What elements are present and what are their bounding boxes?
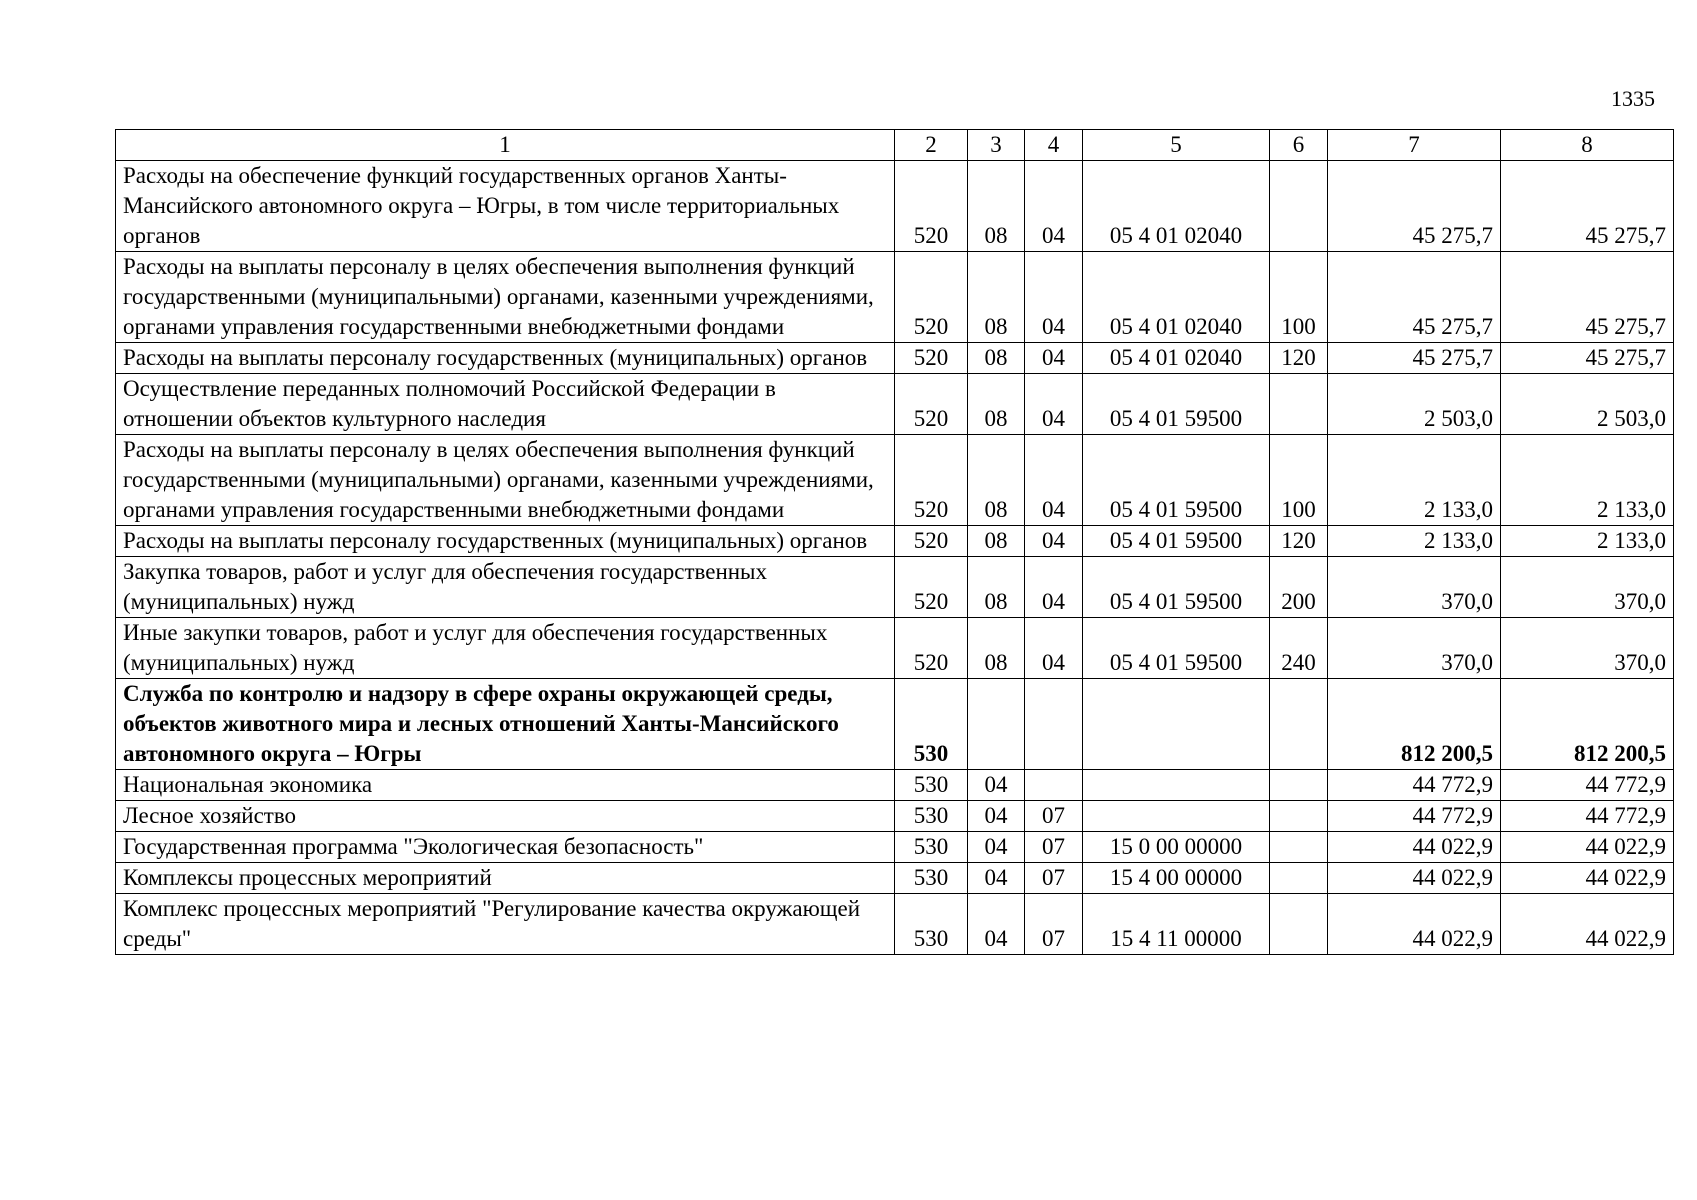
section-code: 08 [968,161,1025,252]
target-article-code: 05 4 01 02040 [1083,161,1270,252]
amount-year-2: 370,0 [1501,618,1674,679]
expense-type-code [1270,863,1328,894]
table-row [116,863,1674,894]
amount-year-2: 44 022,9 [1501,832,1674,863]
expense-type-code [1270,770,1328,801]
subsection-code: 04 [1025,526,1083,557]
amount-year-1: 2 133,0 [1328,526,1501,557]
expense-type-code: 100 [1270,252,1328,343]
table-row [116,679,1674,770]
chapter-code: 530 [895,770,968,801]
amount-year-1: 2 503,0 [1328,374,1501,435]
header-row [116,130,1674,161]
table-row [116,770,1674,801]
chapter-code: 520 [895,161,968,252]
expense-type-code [1270,894,1328,955]
target-article-code: 05 4 01 59500 [1083,435,1270,526]
table-row [116,161,1674,252]
row-name: Осуществление переданных полномочий Российской Федерации в отношении объектов культурного наследия [116,374,895,435]
row-name: Расходы на выплаты персоналу в целях обеспечения выполнения функций государственными (муниципальными) органами, казенными учреждениями, органами управления государственными внебюджетными фондами [116,435,895,526]
chapter-code: 520 [895,252,968,343]
target-article-code: 15 4 00 00000 [1083,863,1270,894]
section-code: 04 [968,832,1025,863]
target-article-code: 05 4 01 02040 [1083,252,1270,343]
target-article-code: 15 0 00 00000 [1083,832,1270,863]
row-name: Служба по контролю и надзору в сфере охраны окружающей среды, объектов животного мира и лесных отношений Ханты-Мансийского автономного округа – Югры [116,679,895,770]
section-code: 08 [968,526,1025,557]
target-article-code: 05 4 01 59500 [1083,618,1270,679]
amount-year-1: 44 772,9 [1328,770,1501,801]
subsection-code [1025,679,1083,770]
expense-type-code: 120 [1270,526,1328,557]
column-header: 7 [1328,130,1501,161]
page-number: 1335 [1611,86,1655,111]
target-article-code [1083,770,1270,801]
amount-year-2: 45 275,7 [1501,343,1674,374]
column-header: 3 [968,130,1025,161]
section-code: 08 [968,252,1025,343]
chapter-code: 520 [895,435,968,526]
column-header: 8 [1501,130,1674,161]
section-code [968,679,1025,770]
subsection-code: 04 [1025,618,1083,679]
subsection-code: 04 [1025,161,1083,252]
subsection-code: 04 [1025,374,1083,435]
table-row [116,343,1674,374]
amount-year-1: 370,0 [1328,618,1501,679]
column-header: 5 [1083,130,1270,161]
table-row [116,832,1674,863]
table-row [116,801,1674,832]
amount-year-2: 2 133,0 [1501,526,1674,557]
column-header: 2 [895,130,968,161]
amount-year-1: 45 275,7 [1328,252,1501,343]
chapter-code: 530 [895,894,968,955]
table-row [116,618,1674,679]
target-article-code: 05 4 01 59500 [1083,526,1270,557]
table-row [116,374,1674,435]
section-code: 04 [968,894,1025,955]
amount-year-2: 2 133,0 [1501,435,1674,526]
chapter-code: 520 [895,374,968,435]
table-row [116,557,1674,618]
amount-year-2: 812 200,5 [1501,679,1674,770]
chapter-code: 530 [895,832,968,863]
column-header: 6 [1270,130,1328,161]
amount-year-2: 45 275,7 [1501,161,1674,252]
amount-year-2: 44 772,9 [1501,770,1674,801]
row-name: Расходы на обеспечение функций государственных органов Ханты-Мансийского автономного округа – Югры, в том числе территориальных органов [116,161,895,252]
subsection-code: 04 [1025,435,1083,526]
amount-year-1: 45 275,7 [1328,343,1501,374]
row-name: Расходы на выплаты персоналу государственных (муниципальных) органов [116,343,895,374]
row-name: Расходы на выплаты персоналу в целях обеспечения выполнения функций государственными (муниципальными) органами, казенными учреждениями, органами управления государственными внебюджетными фондами [116,252,895,343]
expense-type-code: 240 [1270,618,1328,679]
table-row [116,526,1674,557]
expense-type-code: 100 [1270,435,1328,526]
amount-year-1: 44 022,9 [1328,863,1501,894]
target-article-code: 05 4 01 02040 [1083,343,1270,374]
amount-year-2: 44 772,9 [1501,801,1674,832]
subsection-code: 07 [1025,832,1083,863]
row-name: Иные закупки товаров, работ и услуг для обеспечения государственных (муниципальных) нужд [116,618,895,679]
subsection-code: 07 [1025,894,1083,955]
amount-year-1: 44 022,9 [1328,832,1501,863]
row-name: Национальная экономика [116,770,895,801]
chapter-code: 530 [895,679,968,770]
row-name: Государственная программа "Экологическая безопасность" [116,832,895,863]
row-name: Расходы на выплаты персоналу государственных (муниципальных) органов [116,526,895,557]
row-name: Закупка товаров, работ и услуг для обеспечения государственных (муниципальных) нужд [116,557,895,618]
chapter-code: 520 [895,526,968,557]
amount-year-1: 2 133,0 [1328,435,1501,526]
section-code: 08 [968,435,1025,526]
chapter-code: 520 [895,557,968,618]
target-article-code: 05 4 01 59500 [1083,374,1270,435]
section-code: 08 [968,343,1025,374]
row-name: Комплексы процессных мероприятий [116,863,895,894]
target-article-code: 15 4 11 00000 [1083,894,1270,955]
row-name: Комплекс процессных мероприятий "Регулирование качества окружающей среды" [116,894,895,955]
column-header: 4 [1025,130,1083,161]
amount-year-1: 44 772,9 [1328,801,1501,832]
subsection-code: 07 [1025,801,1083,832]
amount-year-2: 2 503,0 [1501,374,1674,435]
section-code: 04 [968,770,1025,801]
expense-type-code [1270,374,1328,435]
subsection-code: 07 [1025,863,1083,894]
section-code: 04 [968,863,1025,894]
table-row [116,894,1674,955]
chapter-code: 520 [895,618,968,679]
amount-year-1: 44 022,9 [1328,894,1501,955]
target-article-code [1083,679,1270,770]
column-header: 1 [116,130,895,161]
section-code: 08 [968,618,1025,679]
row-name: Лесное хозяйство [116,801,895,832]
subsection-code [1025,770,1083,801]
section-code: 08 [968,374,1025,435]
expense-type-code [1270,679,1328,770]
amount-year-1: 370,0 [1328,557,1501,618]
chapter-code: 530 [895,801,968,832]
expense-type-code [1270,801,1328,832]
chapter-code: 530 [895,863,968,894]
table-row [116,435,1674,526]
section-code: 08 [968,557,1025,618]
subsection-code: 04 [1025,252,1083,343]
chapter-code: 520 [895,343,968,374]
subsection-code: 04 [1025,343,1083,374]
expense-type-code: 120 [1270,343,1328,374]
section-code: 04 [968,801,1025,832]
amount-year-2: 370,0 [1501,557,1674,618]
expense-type-code: 200 [1270,557,1328,618]
amount-year-1: 45 275,7 [1328,161,1501,252]
amount-year-2: 44 022,9 [1501,894,1674,955]
budget-table [115,129,1674,955]
amount-year-2: 45 275,7 [1501,252,1674,343]
expense-type-code [1270,832,1328,863]
amount-year-1: 812 200,5 [1328,679,1501,770]
subsection-code: 04 [1025,557,1083,618]
amount-year-2: 44 022,9 [1501,863,1674,894]
table-row [116,252,1674,343]
target-article-code: 05 4 01 59500 [1083,557,1270,618]
expense-type-code [1270,161,1328,252]
target-article-code [1083,801,1270,832]
